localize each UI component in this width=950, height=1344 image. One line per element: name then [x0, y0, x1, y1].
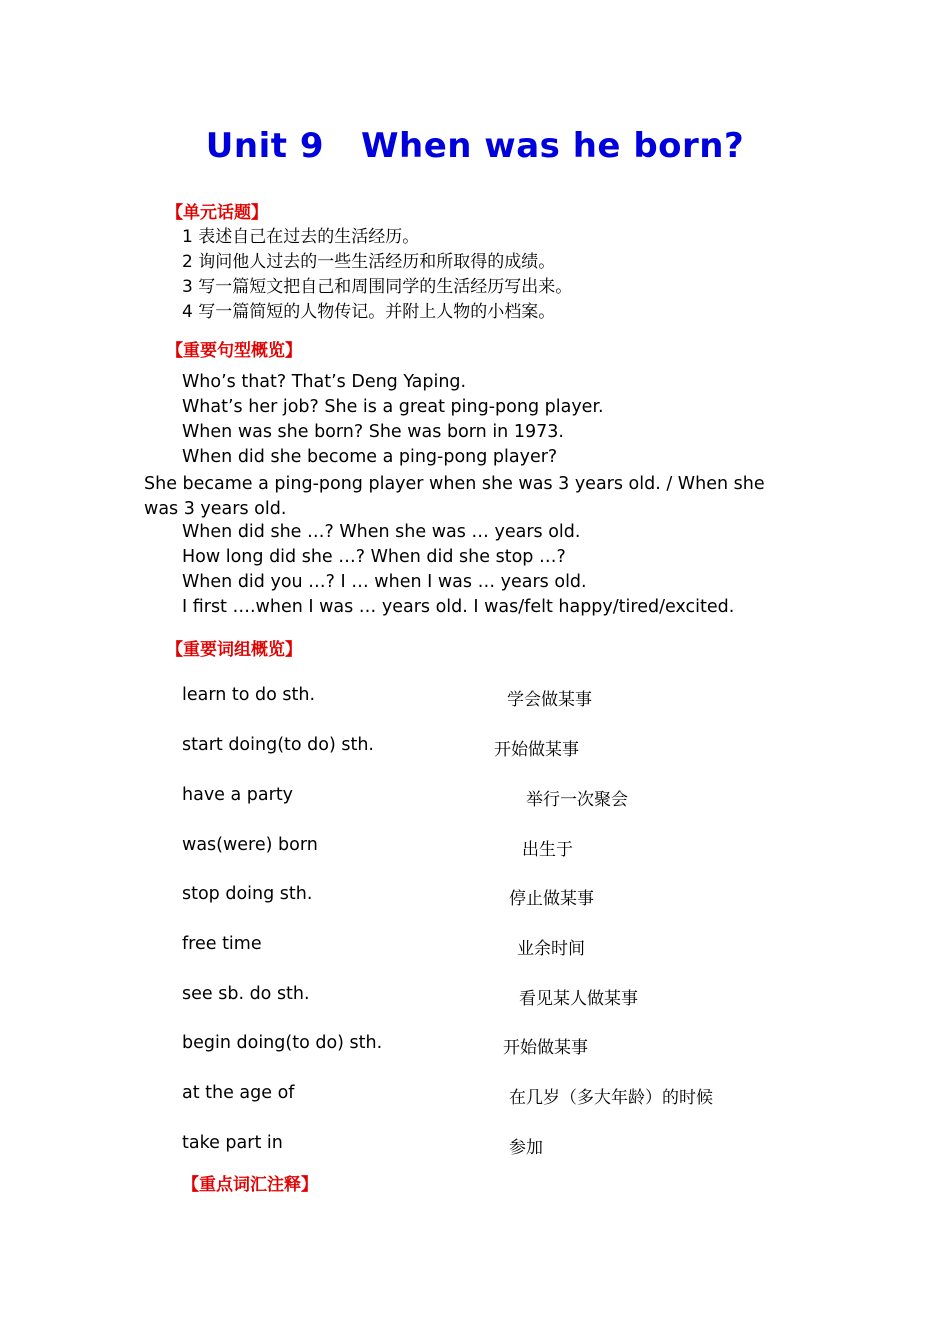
phrase-english: have a party [182, 785, 294, 805]
page-title: Unit 9 When was he born? [205, 126, 745, 166]
sentence-line: How long did she …? When did she stop …? [182, 547, 566, 567]
phrase-chinese: 开始做某事 [503, 1038, 588, 1058]
topic-item-number: 1 [182, 227, 193, 247]
section-heading-topic: 【单元话题】 [166, 203, 268, 223]
phrase-chinese: 开始做某事 [494, 740, 579, 760]
sentence-line: When did you …? I … when I was … years old. [182, 572, 587, 592]
phrase-english: begin doing(to do) sth. [182, 1033, 383, 1053]
topic-item-text: 询问他人过去的一些生活经历和所取得的成绩。 [198, 252, 556, 272]
phrase-chinese: 出生于 [522, 840, 573, 860]
sentence-line: What’s her job? She is a great ping-pong player. [182, 397, 604, 417]
sentence-line: When did she …? When she was … years old. [182, 522, 581, 542]
topic-item-text: 表述自己在过去的生活经历。 [198, 227, 420, 247]
phrase-english: was(were) born [182, 835, 318, 855]
topic-item-number: 2 [182, 252, 193, 272]
sentence-line: She became a ping-pong player when she was 3 years old. / When she was 3 years old. [144, 474, 765, 519]
phrase-chinese: 参加 [509, 1138, 543, 1158]
sentence-line: I first ….when I was … years old. I was/felt happy/tired/excited. [182, 597, 735, 617]
topic-item [182, 297, 555, 322]
phrase-english: at the age of [182, 1083, 295, 1103]
topic-item-number: 4 [182, 302, 193, 322]
topic-item [182, 272, 572, 297]
phrase-english: take part in [182, 1133, 283, 1153]
topic-item-text: 写一篇短文把自己和周围同学的生活经历写出来。 [198, 277, 573, 297]
phrase-english: learn to do sth. [182, 685, 316, 705]
phrase-english: stop doing sth. [182, 884, 313, 904]
topic-item-number: 3 [182, 277, 193, 297]
topic-item-text: 写一篇简短的人物传记。并附上人物的小档案。 [198, 302, 556, 322]
phrase-chinese: 停止做某事 [509, 889, 594, 909]
topic-item [182, 222, 419, 247]
sentence-line: Who’s that? That’s Deng Yaping. [182, 372, 467, 392]
phrase-chinese: 举行一次聚会 [526, 790, 628, 810]
sentence-line: When was she born? She was born in 1973. [182, 422, 564, 442]
phrase-english: see sb. do sth. [182, 984, 310, 1004]
phrase-chinese: 学会做某事 [507, 690, 592, 710]
phrase-chinese: 业余时间 [517, 939, 585, 959]
phrase-chinese: 看见某人做某事 [519, 989, 638, 1009]
sentence-line: When did she become a ping-pong player? [182, 447, 558, 467]
section-heading-phrases: 【重要词组概览】 [166, 640, 302, 660]
section-heading-sentences: 【重要句型概览】 [166, 341, 302, 361]
phrase-english: free time [182, 934, 262, 954]
section-heading-vocab: 【重点词汇注释】 [182, 1175, 318, 1195]
topic-item [182, 247, 555, 272]
phrase-english: start doing(to do) sth. [182, 735, 374, 755]
phrase-chinese: 在几岁（多大年龄）的时候 [509, 1088, 713, 1108]
